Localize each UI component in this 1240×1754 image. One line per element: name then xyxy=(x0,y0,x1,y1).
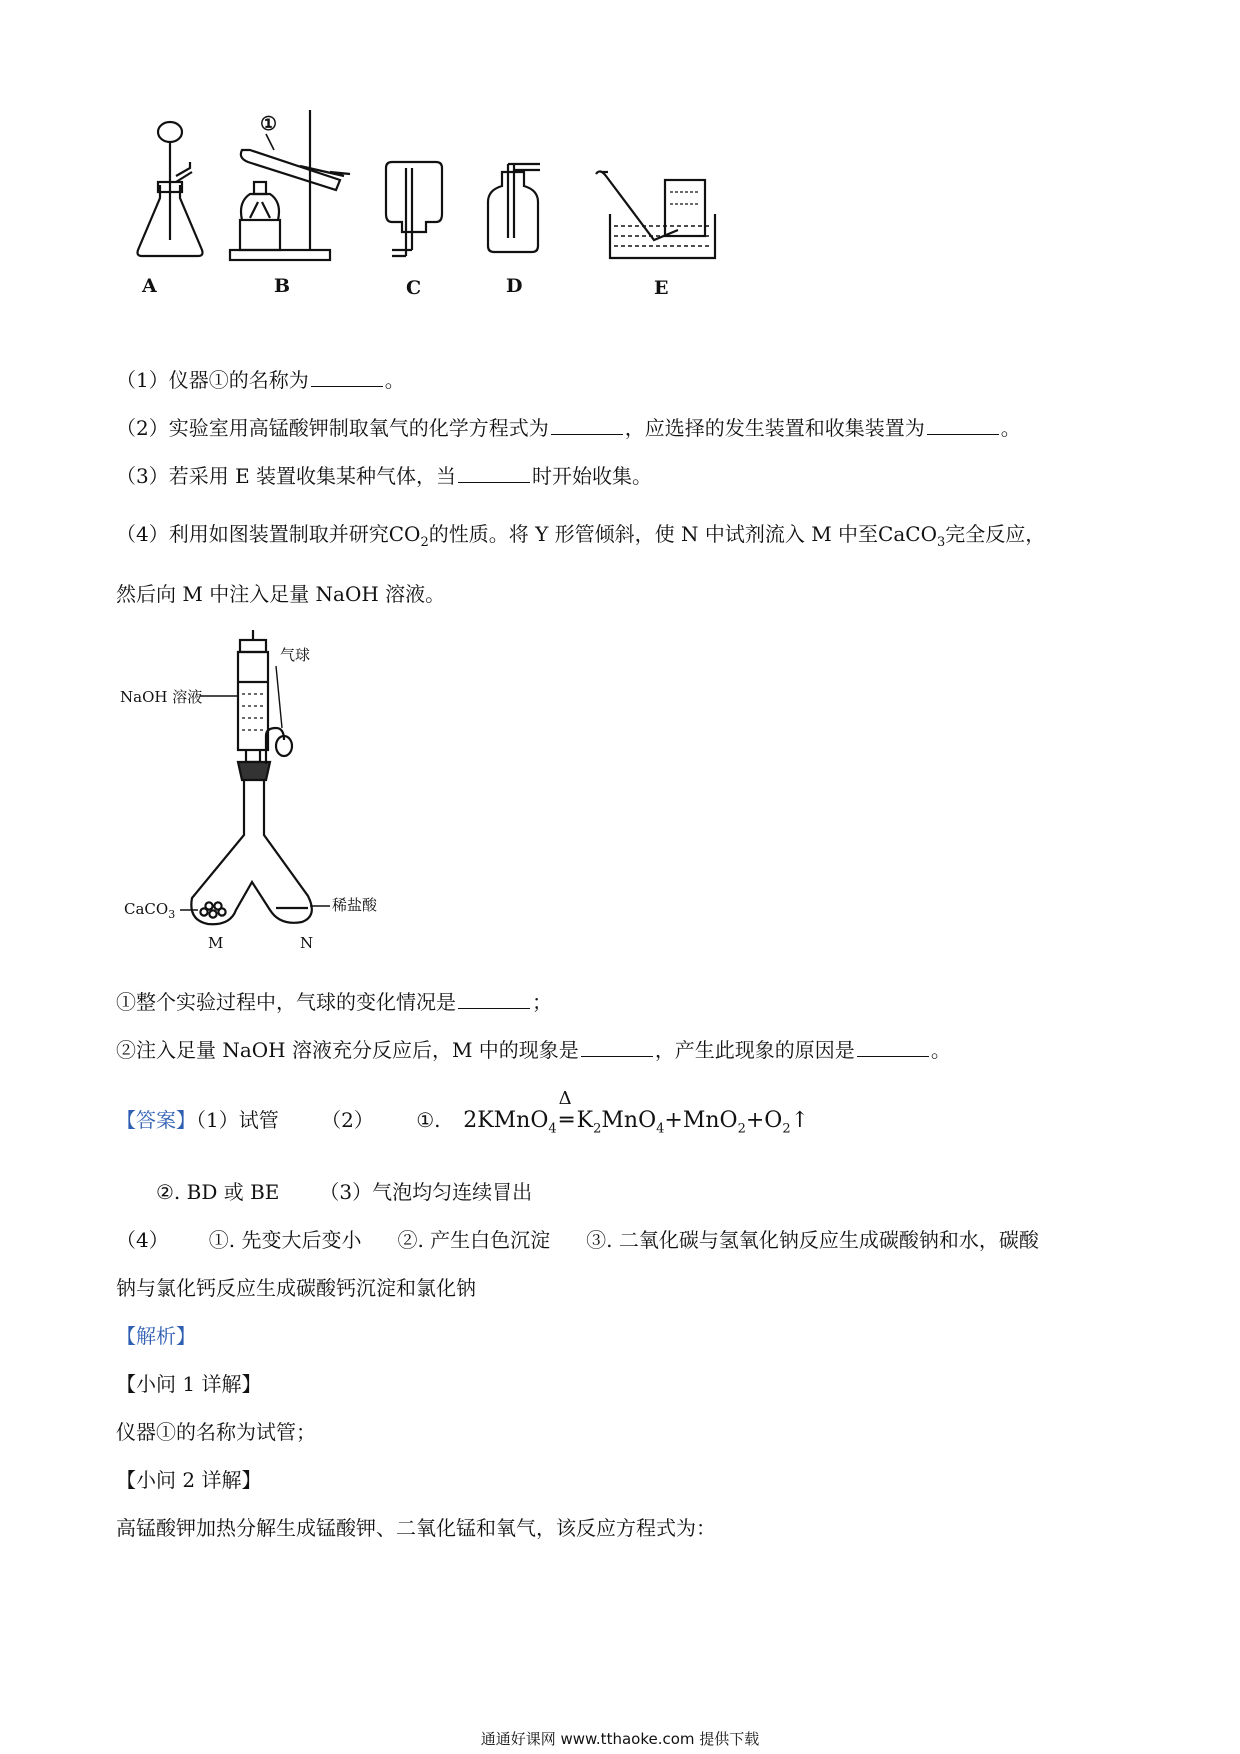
answer-line-1: 【答案】（1）试管 （2） ①. 2KMnO$_4$ Δ ═ $K_2MnO_4+MnO_2+O_2↑$ xyxy=(116,1088,810,1137)
question-1: （1）仪器①的名称为 。 xyxy=(116,368,405,392)
equation: 2KMnO$_4$ Δ ═ $K_2MnO_4+MnO_2+O_2↑$ xyxy=(463,1088,810,1137)
acid-label: 稀盐酸 xyxy=(332,896,378,914)
apparatus-c xyxy=(386,162,442,256)
y-tube-figure xyxy=(120,630,420,950)
question-4-line1: （4）利用如图装置制取并研究$CO_2$的性质。将 Y 形管倾斜，使 N 中试剂流入 M 中至CaCO$_3$完全反应， xyxy=(116,522,1046,550)
question-2: （2）实验室用高锰酸钾制取氧气的化学方程式为 ，应选择的发生装置和收集装置为 。 xyxy=(116,416,1021,440)
label-a: A xyxy=(142,275,157,297)
balloon-label: 气球 xyxy=(280,646,311,664)
analysis-heading-2: 【小问 2 详解】 xyxy=(116,1468,262,1492)
apparatus-figure xyxy=(130,110,830,340)
naoh-label: NaOH 溶液 xyxy=(120,688,203,706)
question-3: （3）若采用 E 装置收集某种气体，当 时开始收集。 xyxy=(116,464,653,488)
analysis-tag: 【解析】 xyxy=(116,1324,196,1348)
label-b: B xyxy=(274,275,291,297)
marker-label: ① xyxy=(260,113,278,135)
label-e: E xyxy=(654,277,669,299)
question-4-line2: 然后向 M 中注入足量 NaOH 溶液。 xyxy=(116,582,446,606)
label-c: C xyxy=(406,277,422,299)
label-d: D xyxy=(506,275,523,297)
apparatus-a xyxy=(138,122,203,256)
apparatus-b xyxy=(230,110,350,260)
sub-question-1: ①整个实验过程中，气球的变化情况是 ； xyxy=(116,990,552,1014)
answer-tag: 【答案】 xyxy=(116,1108,196,1132)
answer-line-2: ②. BD 或 BE （3）气泡均匀连续冒出 xyxy=(156,1180,533,1204)
answer-line-3: （4） ①. 先变大后变小 ②. 产生白色沉淀 ③. 二氧化碳与氢氧化钠反应生成碳酸钠和水，碳酸 xyxy=(116,1228,1039,1252)
caco3-label: CaCO$_3$ xyxy=(124,900,176,921)
apparatus-e xyxy=(596,171,715,258)
sub-question-2: ②注入足量 NaOH 溶液充分反应后，M 中的现象是 ，产生此现象的原因是 。 xyxy=(116,1038,951,1062)
analysis-text-2: 高锰酸钾加热分解生成锰酸钾、二氧化锰和氧气，该反应方程式为： xyxy=(116,1516,716,1540)
footer-credit: 通通好课网 www.tthaoke.com 提供下载 xyxy=(480,1730,760,1748)
m-label: M xyxy=(208,934,224,950)
n-label: N xyxy=(300,934,314,950)
analysis-text-1: 仪器①的名称为试管； xyxy=(116,1420,316,1444)
apparatus-d xyxy=(488,164,540,252)
answer-line-4: 钠与氯化钙反应生成碳酸钙沉淀和氯化钠 xyxy=(116,1276,476,1300)
analysis-heading-1: 【小问 1 详解】 xyxy=(116,1372,262,1396)
